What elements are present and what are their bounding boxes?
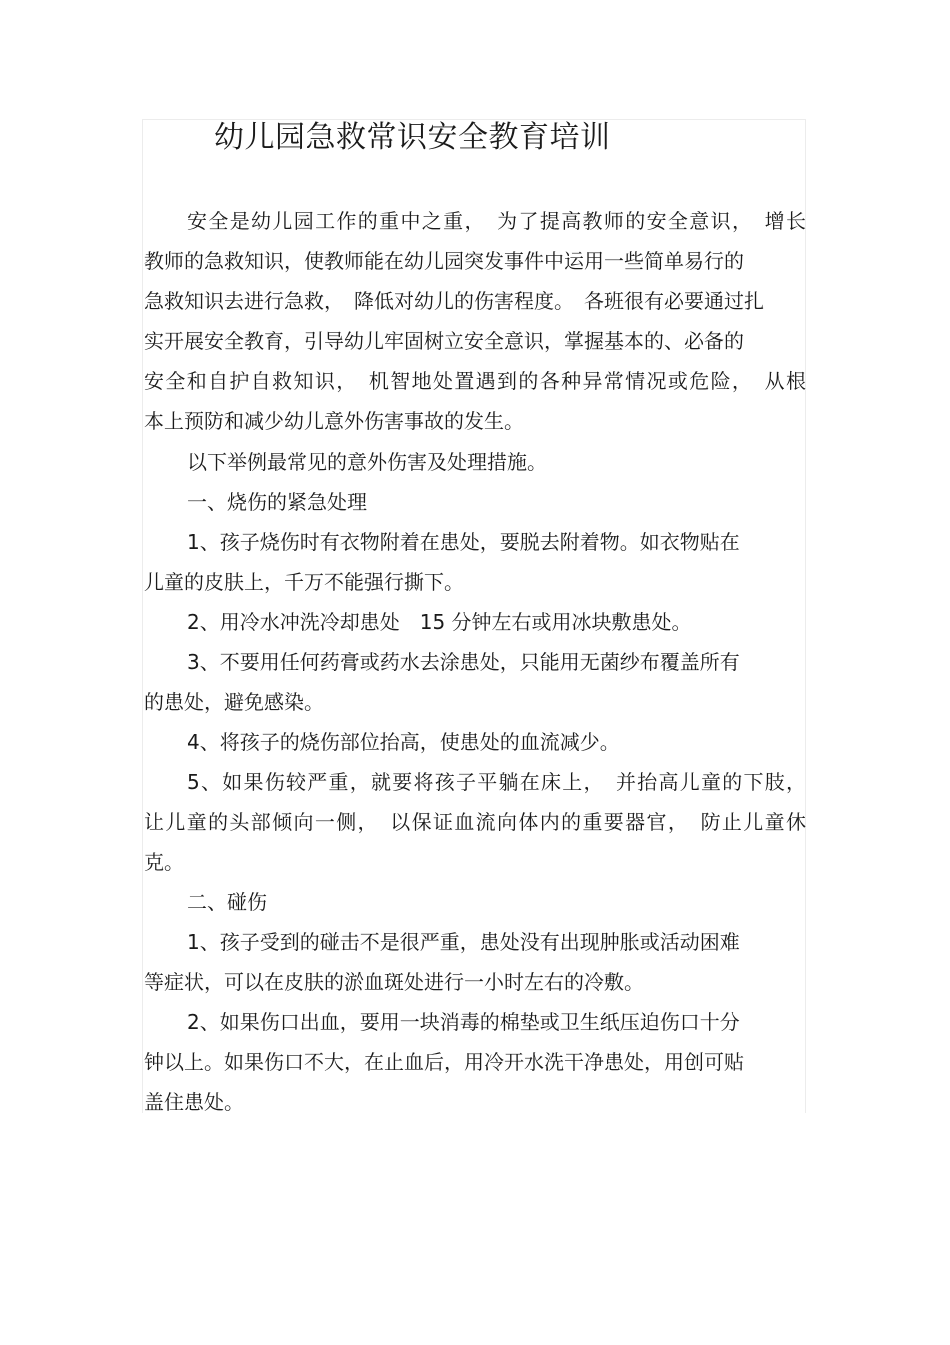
paragraph-line: 儿童的皮肤上，千万不能强行撕下。 bbox=[144, 570, 464, 594]
paragraph-line: 1、孩子受到的碰击不是很严重，患处没有出现肿胀或活动困难 bbox=[187, 930, 740, 954]
paragraph-line: 让儿童的头部倾向一侧， 以保证血流向体内的重要器官， 防止儿童休 bbox=[144, 810, 806, 834]
paragraph-line: 2、用冷水冲洗冷却患处 15 分钟左右或用冰块敷患处。 bbox=[187, 610, 692, 634]
paragraph-line: 盖住患处。 bbox=[144, 1090, 244, 1114]
paragraph-line: 急救知识去进行急救， 降低对幼儿的伤害程度。 各班很有必要通过扎 bbox=[144, 289, 764, 313]
paragraph-line: 本上预防和减少幼儿意外伤害事故的发生。 bbox=[144, 409, 524, 433]
paragraph-line: 实开展安全教育，引导幼儿牢固树立安全意识，掌握基本的、必备的 bbox=[144, 329, 744, 353]
paragraph-line: 以下举例最常见的意外伤害及处理措施。 bbox=[187, 450, 547, 474]
paragraph-line: 4、将孩子的烧伤部位抬高，使患处的血流减少。 bbox=[187, 730, 620, 754]
paragraph-line: 1、孩子烧伤时有衣物附着在患处，要脱去附着物。如衣物贴在 bbox=[187, 530, 740, 554]
paragraph-line: 5、如果伤较严重，就要将孩子平躺在床上， 并抬高儿童的下肢， bbox=[187, 770, 806, 794]
paragraph-line: 等症状，可以在皮肤的淤血斑处进行一小时左右的冷敷。 bbox=[144, 970, 644, 994]
paragraph-line: 教师的急救知识，使教师能在幼儿园突发事件中运用一些简单易行的 bbox=[144, 249, 744, 273]
document-title: 幼儿园急救常识安全教育培训 bbox=[214, 120, 611, 155]
paragraph-line: 安全和自护自救知识， 机智地处置遇到的各种异常情况或危险， 从根 bbox=[144, 369, 806, 393]
paragraph-line: 的患处，避免感染。 bbox=[144, 690, 324, 714]
paragraph-line: 钟以上。如果伤口不大，在止血后，用冷开水洗干净患处，用创可贴 bbox=[144, 1050, 744, 1074]
paragraph-line: 安全是幼儿园工作的重中之重， 为了提高教师的安全意识， 增长 bbox=[187, 209, 806, 233]
section-heading: 一、烧伤的紧急处理 bbox=[187, 490, 367, 514]
section-heading: 二、碰伤 bbox=[187, 890, 267, 914]
paragraph-line: 克。 bbox=[144, 850, 184, 874]
paragraph-line: 2、如果伤口出血，要用一块消毒的棉垫或卫生纸压迫伤口十分 bbox=[187, 1010, 740, 1034]
paragraph-line: 3、不要用任何药膏或药水去涂患处，只能用无菌纱布覆盖所有 bbox=[187, 650, 740, 674]
